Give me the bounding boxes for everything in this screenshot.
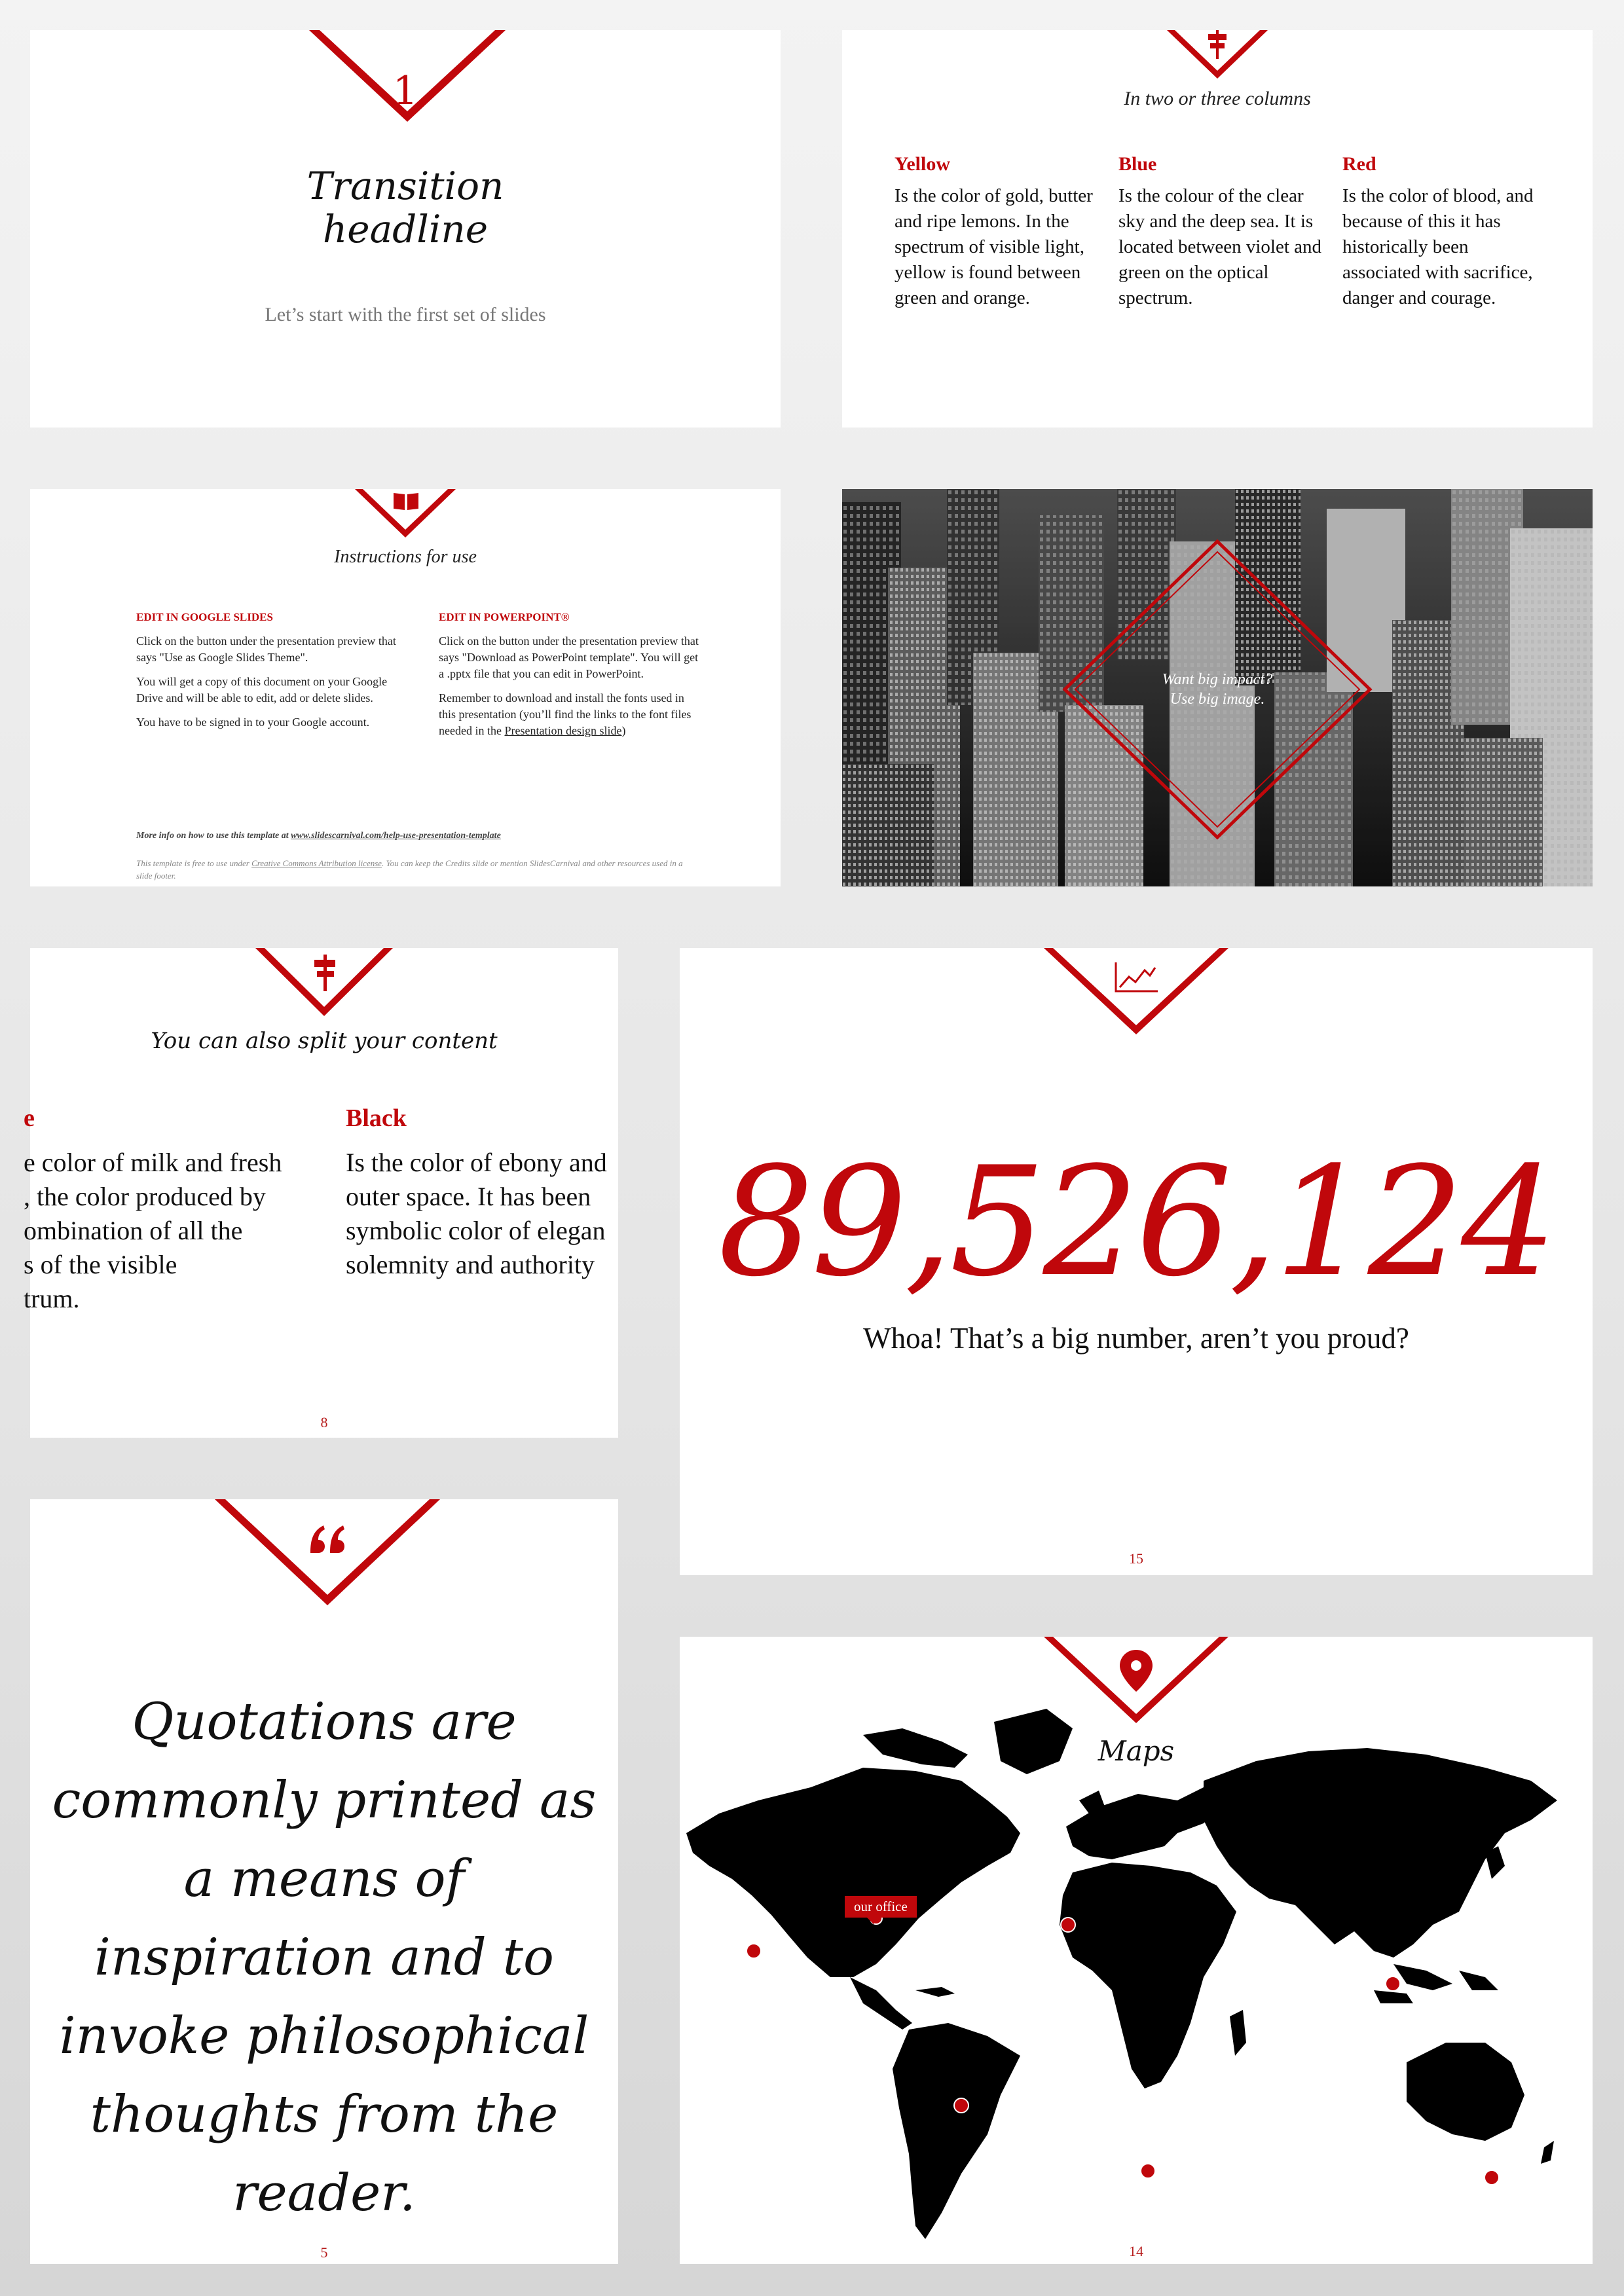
column-title: e <box>24 1104 35 1132</box>
column-body: Is the color of ebony and outer space. It has been symbolic color of elegan solemnity and authority <box>346 1148 607 1279</box>
paragraph-text: Remember to download and install the fonts used in this presentation (you’ll find the links to the font files needed in the <box>439 691 692 737</box>
slide-transition-headline[interactable] <box>30 30 781 428</box>
more-info-label: More info on how to use this template at <box>136 831 291 841</box>
impact-text <box>842 670 1593 709</box>
help-link[interactable]: www.slidescarnival.com/help-use-presentation-template <box>291 831 501 841</box>
google-slides-instructions <box>136 611 398 738</box>
paragraph <box>439 690 701 739</box>
quote-icon <box>308 1524 347 1554</box>
slide-quote[interactable] <box>30 1499 618 2264</box>
license-note <box>136 857 693 882</box>
slide-instructions[interactable] <box>30 489 781 886</box>
presentation-design-link[interactable]: Presentation design slide <box>504 724 622 737</box>
quote-text: Quotations are commonly printed as a means of inspiration and to invoke philosophical thoughts from the reader. <box>52 1692 597 2223</box>
column-title: Red <box>1342 153 1376 175</box>
line-chart-icon <box>1113 961 1159 994</box>
paragraph: You have to be signed in to your Google account. <box>136 716 370 729</box>
column-body: e color of milk and fresh , the color produced by ombination of all the s of the visible trum. <box>24 1148 282 1313</box>
column-title: Black <box>346 1104 407 1132</box>
column-body: Is the color of gold, butter and ripe lemons. In the spectrum of visible light, yellow is found between green and orange. <box>895 185 1093 308</box>
impact-line-1: Want big impact? <box>1162 671 1273 688</box>
license-text: . You can keep the Credits slide or mention SlidesCarnival and other resources used in a slide footer. <box>136 858 683 881</box>
number-caption: Whoa! That’s a big number, aren’t you proud? <box>863 1322 1409 1355</box>
paragraph: Click on the button under the presentation preview that says "Use as Google Slides Theme". <box>136 634 396 664</box>
more-info <box>136 831 501 841</box>
section-title: EDIT IN POWERPOINT® <box>439 611 570 623</box>
slide-heading: Maps <box>1098 1735 1175 1767</box>
world-map <box>680 1637 1593 2264</box>
section-title: EDIT IN GOOGLE SLIDES <box>136 611 273 623</box>
slide-title <box>30 164 781 251</box>
title-line-2: headline <box>322 207 489 251</box>
book-icon <box>392 492 420 511</box>
slide-three-columns[interactable] <box>842 30 1593 428</box>
slide-heading: Instructions for use <box>334 547 477 567</box>
paragraph: You will get a copy of this document on your Google Drive and will be able to edit, add or delete slides. <box>136 675 388 704</box>
section-number: 1 <box>392 68 418 114</box>
slide-subtitle: Let’s start with the first set of slides <box>265 304 546 325</box>
title-line-1: Transition <box>306 164 504 208</box>
column-title: Yellow <box>895 153 950 175</box>
column-yellow <box>895 153 1098 311</box>
impact-line-2: Use big image. <box>1170 691 1265 708</box>
powerpoint-instructions <box>439 611 701 747</box>
signpost-icon <box>312 955 338 991</box>
column-blue <box>1118 153 1321 311</box>
slide-map[interactable] <box>680 1637 1593 2264</box>
column-body: Is the colour of the clear sky and the deep sea. It is located between violet and green on the optical spectrum. <box>1118 185 1322 308</box>
slide-split-content[interactable] <box>24 948 618 1438</box>
paragraph: Click on the button under the presentation preview that says "Download as PowerPoint template". You will get a .pptx file that you can edit in PowerPoint. <box>439 634 699 680</box>
slide-number: 15 <box>1129 1550 1143 1567</box>
slide-big-number[interactable] <box>680 948 1593 1575</box>
license-text: This template is free to use under <box>136 858 252 868</box>
slide-heading: In two or three columns <box>1124 88 1311 109</box>
column-red <box>1342 153 1545 311</box>
slide-number: 5 <box>320 2244 328 2261</box>
column-black <box>346 1104 647 1282</box>
signpost-icon <box>1206 30 1228 59</box>
paragraph-text: ) <box>621 724 626 737</box>
column-body: Is the color of blood, and because of this it has historically been associated with sacrifice, danger and courage. <box>1342 185 1534 308</box>
slide-number: 8 <box>320 1414 328 1430</box>
slide-number: 14 <box>1129 2243 1143 2259</box>
slide-big-image[interactable] <box>842 489 1593 886</box>
office-label: our office <box>845 1896 917 1918</box>
slide-heading: You can also split your content <box>151 1028 498 1054</box>
column-title: Blue <box>1118 153 1157 175</box>
column-white <box>24 1104 325 1316</box>
license-link[interactable]: Creative Commons Attribution license <box>251 858 382 868</box>
big-number: 89,526,124 <box>718 1135 1555 1310</box>
